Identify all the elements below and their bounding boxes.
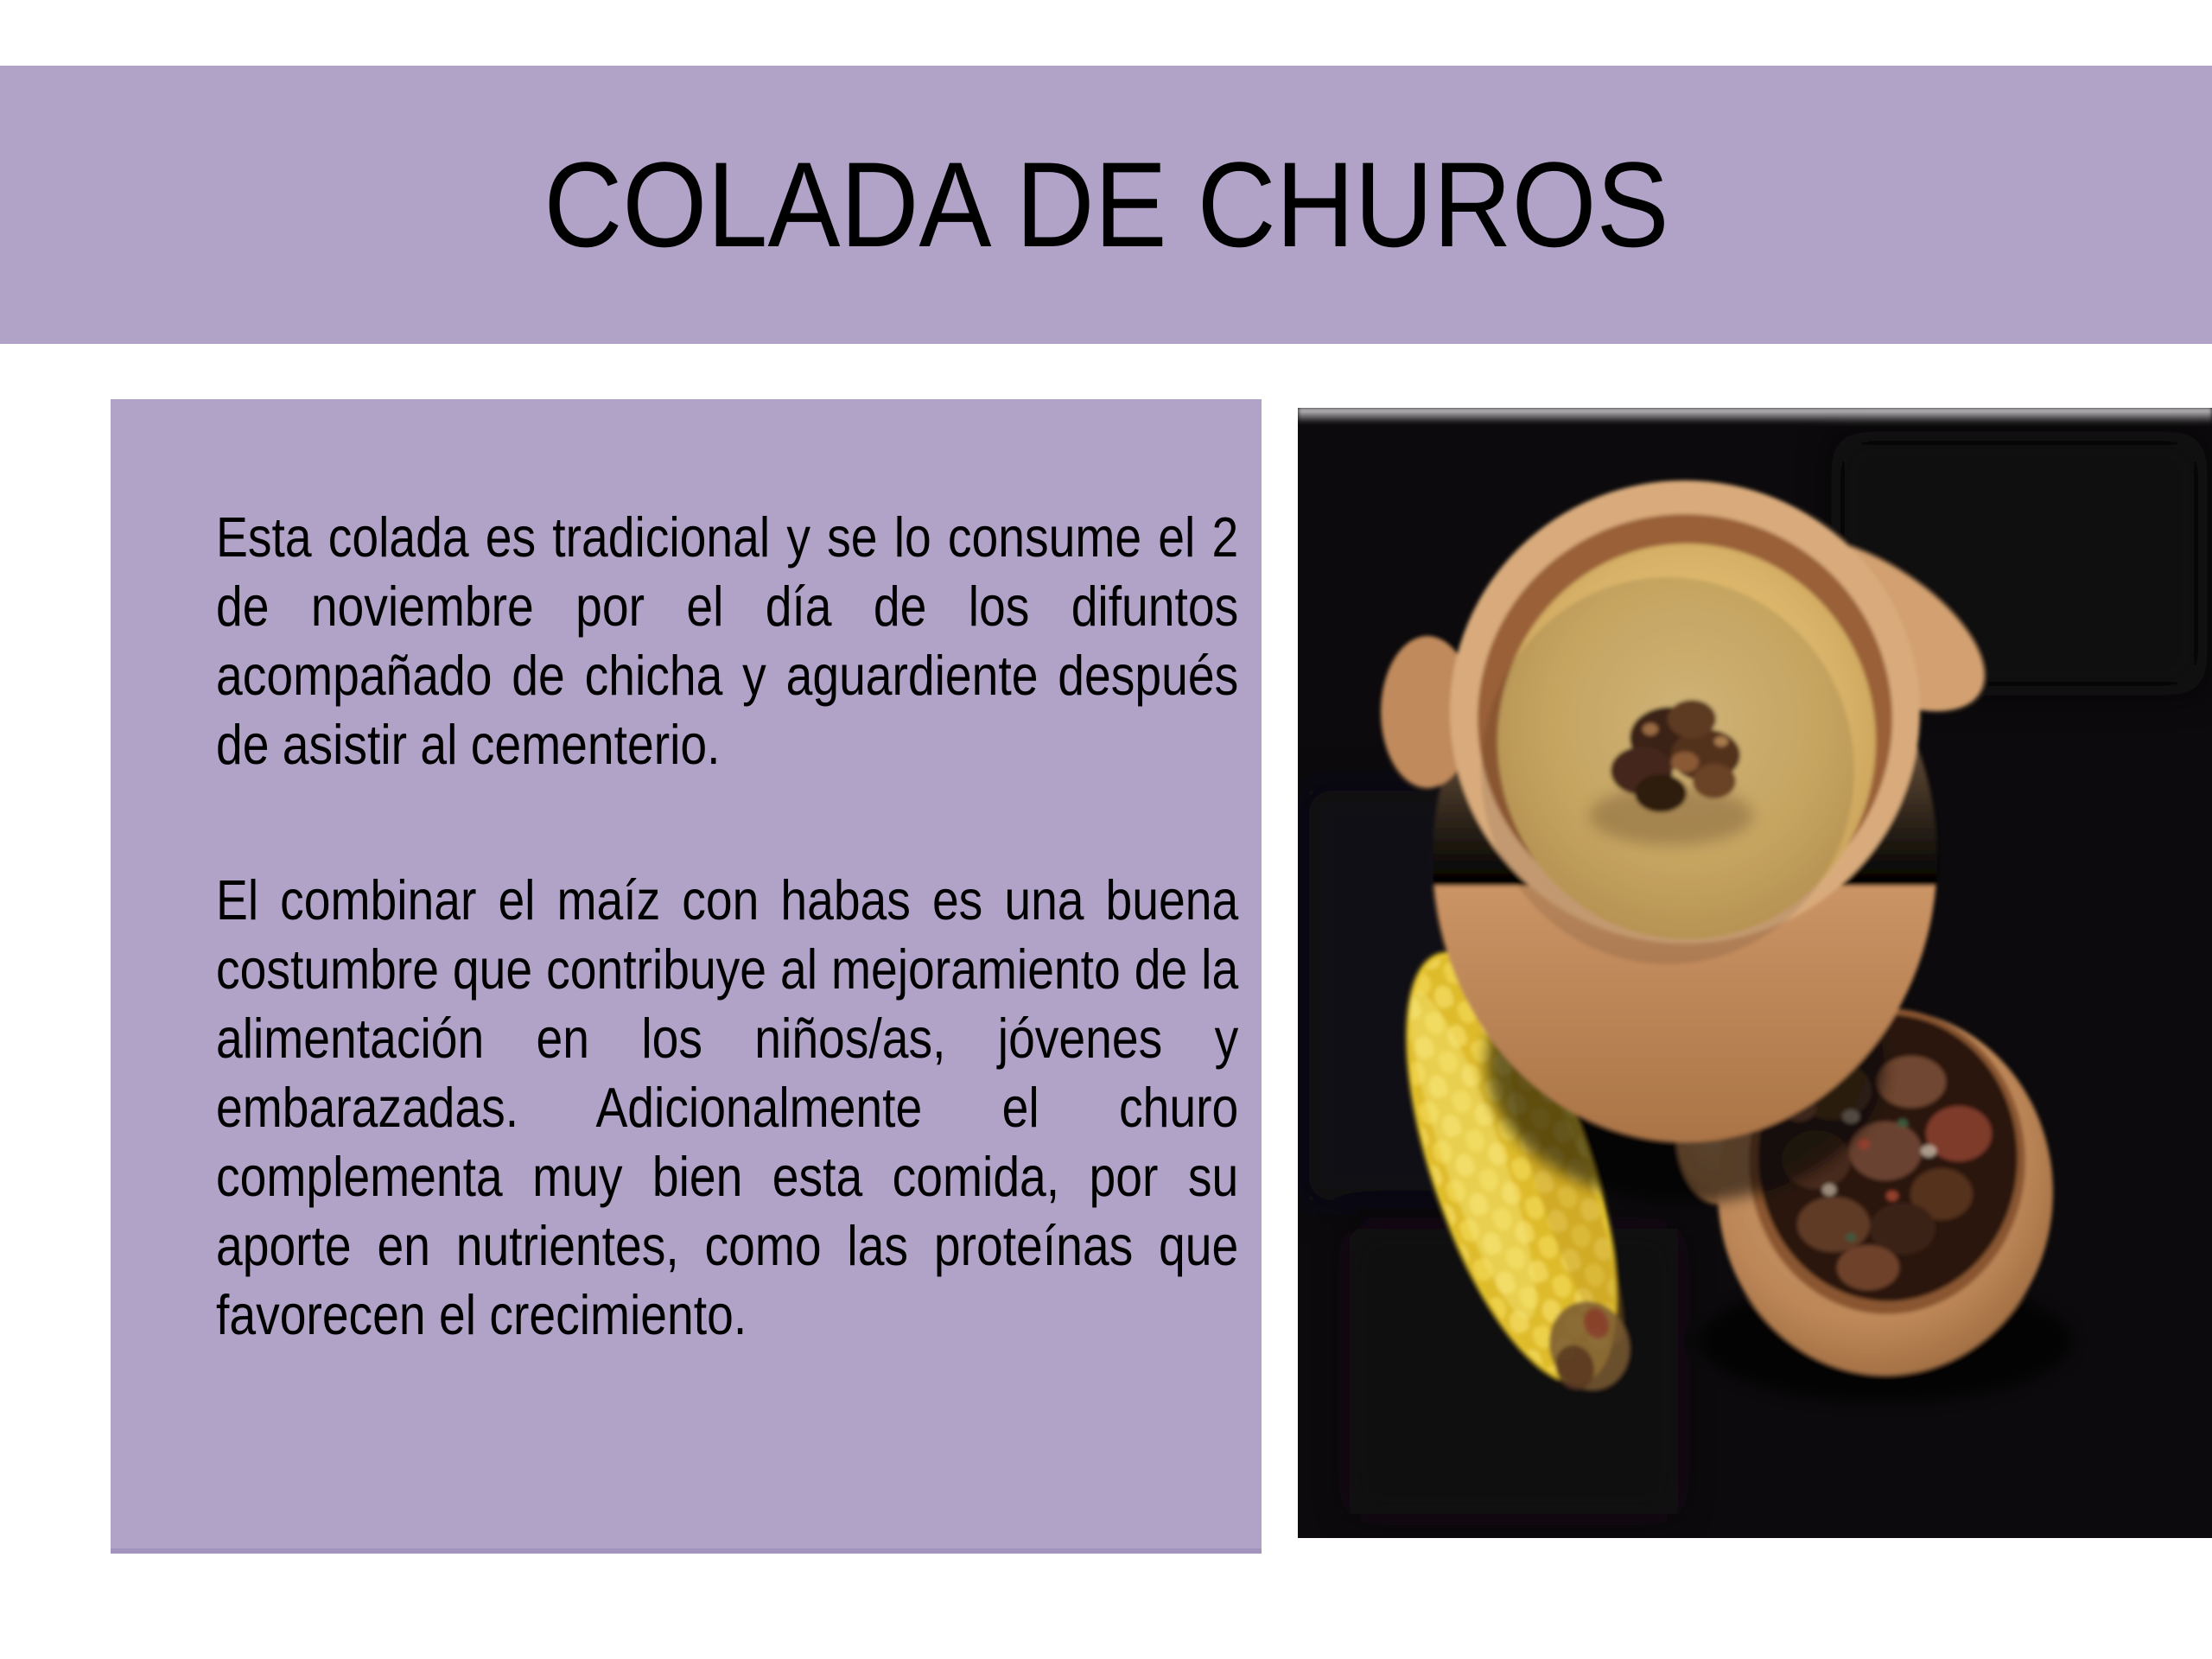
- photo-top-glare: [1298, 408, 2212, 423]
- title-banner: [0, 66, 2212, 344]
- paragraph-1: Esta colada es tradicional y se lo consume el 2 de noviembre por el día de los difuntos acompañado de chicha y aguardiente después de asistir al cementerio.: [216, 505, 1239, 776]
- food-photo: [1298, 408, 2212, 1538]
- food-photo-canvas: [1298, 408, 2212, 1538]
- text-panel: [111, 399, 1262, 1554]
- slide-title: COLADA DE CHUROS: [543, 137, 1669, 272]
- body-text: [216, 503, 1238, 1350]
- paragraph-2: El combinar el maíz con habas es una buena costumbre que contribuye al mejoramiento de la alimentación en los niños/as, jóvenes y embarazadas. Adicionalmente el churo complementa muy bien esta comida, por su aporte en nutrientes, como las proteínas que favorecen el crecimiento.: [216, 868, 1239, 1346]
